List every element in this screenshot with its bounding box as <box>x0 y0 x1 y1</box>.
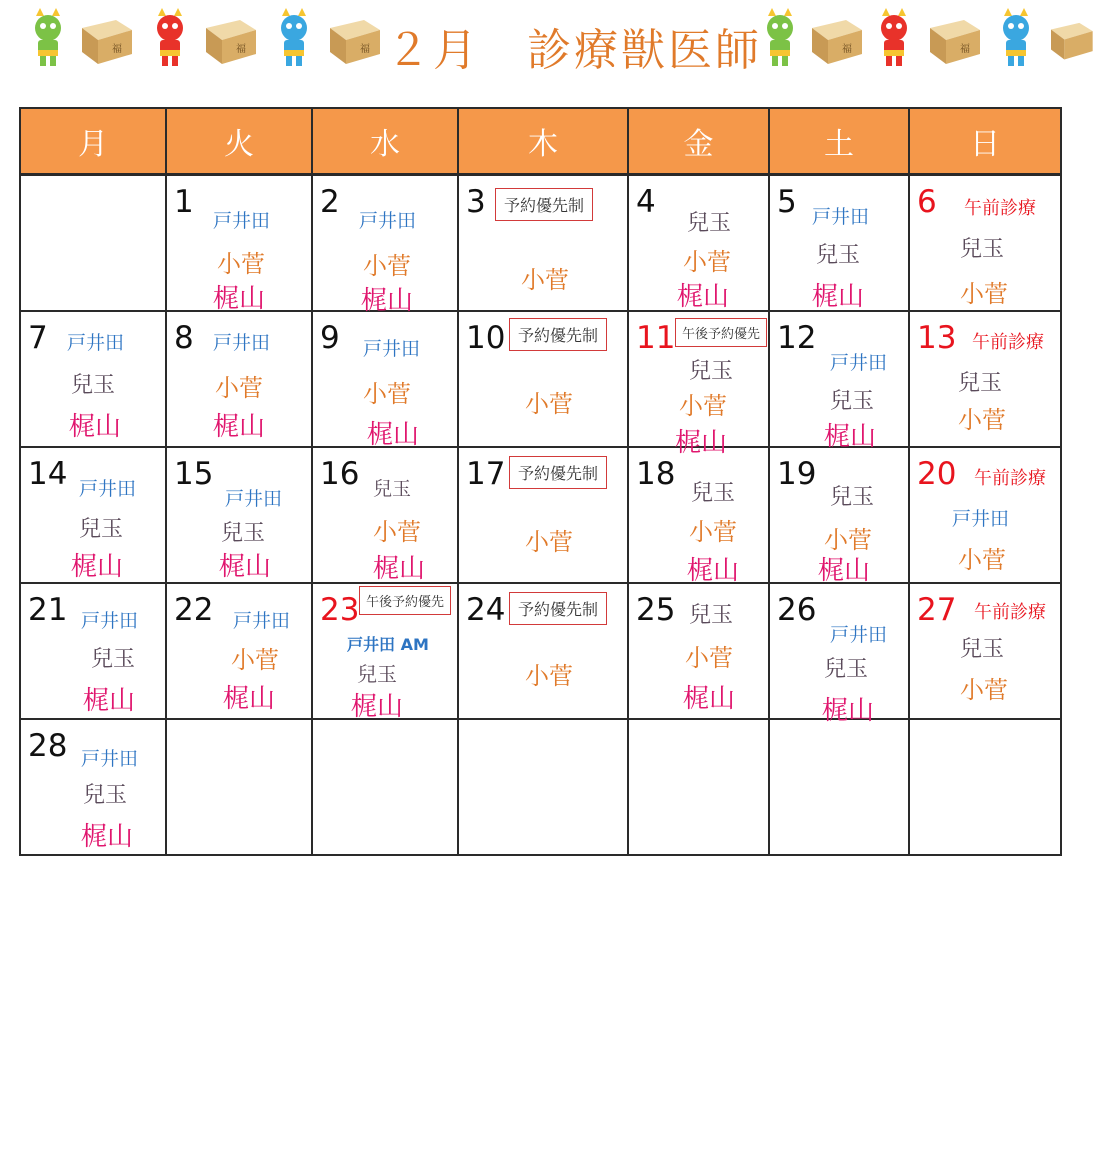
vet-kajiyama: 梶山 <box>812 282 865 312</box>
vet-kajiyama: 梶山 <box>361 286 414 316</box>
day-cell-empty <box>628 719 769 855</box>
week-row <box>20 583 1061 719</box>
page-title: ２月 診療獣医師 <box>386 25 762 76</box>
day-cell <box>628 311 769 458</box>
day-cell <box>628 175 769 312</box>
day-cell <box>628 447 769 586</box>
header-banner <box>0 0 1120 90</box>
vet-kosuge: 小菅 <box>958 546 1006 574</box>
day-number: 3 <box>466 184 486 220</box>
green-oni-icon <box>752 6 808 68</box>
day-cell <box>20 311 166 447</box>
vet-kajiyama: 梶山 <box>677 282 730 312</box>
day-number: 1 <box>174 184 194 220</box>
day-number: 13 <box>917 320 957 356</box>
day-number: 7 <box>28 320 48 356</box>
vet-kodama: 兒玉 <box>960 637 1005 662</box>
vet-kajiyama: 梶山 <box>373 554 426 584</box>
afternoon-reservation-tag: 午後予約優先 <box>675 318 767 347</box>
weekday-thu: 木 <box>458 108 628 175</box>
vet-toida: 戸井田 <box>830 352 888 374</box>
vet-kodama: 兒玉 <box>830 389 875 414</box>
reservation-priority-tag: 予約優先制 <box>509 592 607 625</box>
vet-kodama: 兒玉 <box>71 373 116 398</box>
vet-kajiyama: 梶山 <box>223 684 276 714</box>
week-row <box>20 311 1061 447</box>
vet-kosuge: 小菅 <box>685 644 733 672</box>
vet-toida: 戸井田 <box>830 624 888 646</box>
vet-kajiyama: 梶山 <box>822 696 875 726</box>
day-cell <box>312 175 458 316</box>
vet-kajiyama: 梶山 <box>69 412 122 442</box>
vet-toida: 戸井田 <box>225 488 283 510</box>
svg-text:福: 福 <box>360 44 370 55</box>
red-oni-icon <box>142 6 198 68</box>
vet-kosuge: 小菅 <box>683 248 731 276</box>
vet-kodama: 兒玉 <box>689 359 734 384</box>
vet-kodama: 兒玉 <box>824 657 869 682</box>
calendar-table <box>19 107 1062 856</box>
vet-kosuge: 小菅 <box>363 380 411 408</box>
reservation-priority-tag: 予約優先制 <box>509 318 607 351</box>
day-cell <box>458 447 628 583</box>
day-cell <box>458 175 628 312</box>
masu-box-icon <box>924 6 984 68</box>
day-number: 6 <box>917 184 937 220</box>
day-number: 11 <box>636 320 676 356</box>
morning-only-note: 午前診療 <box>974 602 1046 623</box>
svg-text:福: 福 <box>960 44 970 55</box>
vet-kodama: 兒玉 <box>79 517 124 542</box>
reservation-priority-tag: 予約優先制 <box>495 188 593 221</box>
vet-kajiyama: 梶山 <box>818 556 871 586</box>
day-number: 14 <box>28 456 68 492</box>
day-number: 9 <box>320 320 340 356</box>
day-number: 25 <box>636 592 676 628</box>
vet-kodama: 兒玉 <box>373 478 412 500</box>
vet-kosuge: 小菅 <box>689 518 737 546</box>
vet-kajiyama: 梶山 <box>219 552 272 582</box>
vet-kajiyama: 梶山 <box>367 420 420 450</box>
day-cell <box>909 175 1061 312</box>
weekday-sat: 土 <box>769 108 909 175</box>
vet-kodama: 兒玉 <box>83 783 128 808</box>
vet-kosuge: 小菅 <box>373 518 421 546</box>
day-number: 17 <box>466 456 506 492</box>
day-number: 18 <box>636 456 676 492</box>
vet-kosuge: 小菅 <box>215 374 263 402</box>
day-cell <box>769 583 909 726</box>
day-number: 23 <box>320 592 360 628</box>
vet-toida: 戸井田 <box>81 748 139 770</box>
day-number: 12 <box>777 320 817 356</box>
vet-kosuge: 小菅 <box>679 392 727 420</box>
vet-kajiyama: 梶山 <box>81 822 134 852</box>
day-number: 4 <box>636 184 656 220</box>
day-cell <box>769 311 909 452</box>
morning-only-note: 午前診療 <box>974 468 1046 489</box>
day-number: 5 <box>777 184 797 220</box>
vet-kodama: 兒玉 <box>958 371 1003 396</box>
vet-kodama: 兒玉 <box>687 211 732 236</box>
day-cell-empty <box>312 719 458 855</box>
weekday-fri: 金 <box>628 108 769 175</box>
vet-kodama: 兒玉 <box>691 481 736 506</box>
vet-kodama: 兒玉 <box>816 243 861 268</box>
vet-toida: 戸井田 <box>952 508 1010 530</box>
day-cell <box>20 447 166 583</box>
vet-kajiyama: 梶山 <box>675 428 728 458</box>
masu-box-icon <box>1046 6 1096 68</box>
day-cell-empty <box>20 175 166 312</box>
day-number: 8 <box>174 320 194 356</box>
day-cell <box>909 447 1061 583</box>
day-cell <box>166 311 312 447</box>
weekday-mon: 月 <box>20 108 166 175</box>
blue-oni-icon <box>266 6 322 68</box>
week-row <box>20 447 1061 583</box>
week-row <box>20 719 1061 855</box>
vet-kosuge: 小菅 <box>217 250 265 278</box>
day-cell <box>909 311 1061 447</box>
vet-toida: 戸井田 <box>363 338 421 360</box>
vet-kodama: 兒玉 <box>357 662 397 686</box>
weekday-wed: 水 <box>312 108 458 175</box>
day-cell <box>20 583 166 719</box>
day-cell <box>312 583 458 722</box>
vet-kosuge: 小菅 <box>958 406 1006 434</box>
day-number: 20 <box>917 456 957 492</box>
day-cell <box>909 583 1061 719</box>
vet-toida: 戸井田 <box>233 610 291 632</box>
day-number: 16 <box>320 456 360 492</box>
vet-toida: 戸井田 <box>812 206 870 228</box>
morning-only-note: 午前診療 <box>964 198 1036 219</box>
day-cell <box>20 719 166 855</box>
vet-kosuge: 小菅 <box>525 662 573 690</box>
vet-kajiyama: 梶山 <box>683 684 736 714</box>
svg-text:福: 福 <box>842 44 852 55</box>
week-row <box>20 175 1061 312</box>
day-cell <box>458 583 628 719</box>
day-cell-empty <box>166 719 312 855</box>
vet-toida-am: 戸井田 AM <box>347 635 429 654</box>
vet-kodama: 兒玉 <box>689 603 734 628</box>
day-number: 28 <box>28 728 68 764</box>
vet-kodama: 兒玉 <box>221 521 266 546</box>
vet-kosuge: 小菅 <box>824 526 872 554</box>
masu-box-icon <box>806 6 866 68</box>
day-cell-empty <box>769 719 909 855</box>
vet-kajiyama: 梶山 <box>687 556 740 586</box>
morning-only-note: 午前診療 <box>972 332 1044 353</box>
red-oni-icon <box>866 6 922 68</box>
masu-box-icon <box>324 6 384 68</box>
vet-toida: 戸井田 <box>67 332 125 354</box>
vet-toida: 戸井田 <box>81 610 139 632</box>
day-cell <box>166 583 312 719</box>
vet-kajiyama: 梶山 <box>71 552 124 582</box>
day-number: 21 <box>28 592 68 628</box>
vet-kosuge: 小菅 <box>521 266 569 294</box>
reservation-priority-tag: 予約優先制 <box>509 456 607 489</box>
afternoon-reservation-tag: 午後予約優先 <box>359 586 451 615</box>
day-cell <box>458 311 628 447</box>
vet-toida: 戸井田 <box>213 210 271 232</box>
day-number: 27 <box>917 592 957 628</box>
vet-toida: 戸井田 <box>213 332 271 354</box>
vet-toida: 戸井田 <box>359 210 417 232</box>
vet-kodama: 兒玉 <box>830 485 875 510</box>
vet-kajiyama: 梶山 <box>213 412 266 442</box>
vet-kajiyama: 梶山 <box>83 686 136 716</box>
day-number: 15 <box>174 456 214 492</box>
vet-toida: 戸井田 <box>79 478 137 500</box>
weekday-header-row <box>20 108 1061 175</box>
vet-kosuge: 小菅 <box>525 528 573 556</box>
day-number: 19 <box>777 456 817 492</box>
vet-kosuge: 小菅 <box>960 676 1008 704</box>
day-cell <box>769 447 909 586</box>
day-number: 26 <box>777 592 817 628</box>
vet-kosuge: 小菅 <box>960 280 1008 308</box>
weekday-sun: 日 <box>909 108 1061 175</box>
day-cell <box>312 311 458 450</box>
vet-kodama: 兒玉 <box>91 647 136 672</box>
vet-kosuge: 小菅 <box>231 646 279 674</box>
weekday-tue: 火 <box>166 108 312 175</box>
day-cell <box>166 447 312 583</box>
vet-kodama: 兒玉 <box>960 237 1005 262</box>
day-number: 24 <box>466 592 506 628</box>
masu-box-icon <box>76 6 136 68</box>
day-number: 10 <box>466 320 506 356</box>
blue-oni-icon <box>988 6 1044 68</box>
day-cell <box>312 447 458 583</box>
vet-kosuge: 小菅 <box>363 252 411 280</box>
green-oni-icon <box>20 6 76 68</box>
day-number: 22 <box>174 592 214 628</box>
vet-kajiyama: 梶山 <box>351 692 404 722</box>
svg-text:福: 福 <box>112 44 122 55</box>
day-number: 2 <box>320 184 340 220</box>
vet-kajiyama: 梶山 <box>824 422 877 452</box>
vet-kosuge: 小菅 <box>525 390 573 418</box>
day-cell <box>769 175 909 312</box>
day-cell-empty <box>458 719 628 855</box>
day-cell <box>166 175 312 312</box>
day-cell <box>628 583 769 719</box>
vet-kajiyama: 梶山 <box>213 284 266 314</box>
svg-text:福: 福 <box>236 44 246 55</box>
masu-box-icon <box>200 6 260 68</box>
day-cell-empty <box>909 719 1061 855</box>
